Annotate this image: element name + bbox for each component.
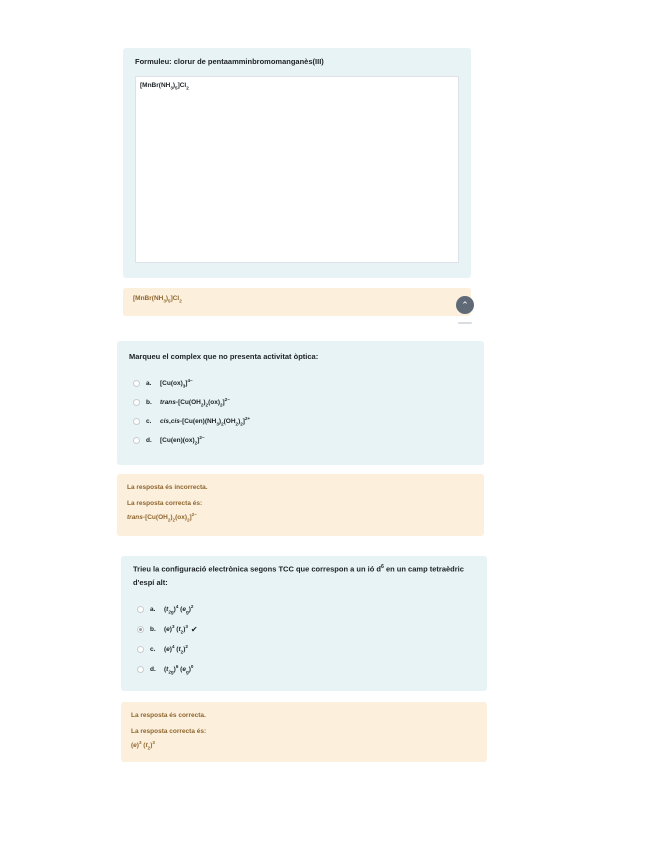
answer-option-1[interactable] (133, 378, 193, 388)
question-1-feedback-text: $[MnBr(NH_3)_5]Cl_2$ (133, 295, 182, 304)
radio-button[interactable] (137, 646, 144, 653)
option-letter: b. (146, 398, 152, 406)
answer-option-2[interactable] (137, 624, 198, 634)
feedback-status: La resposta és correcta. (131, 712, 206, 719)
option-text: trans-$[Cu(OH_2)_2(ox)_2]^{2-}$ (160, 396, 230, 408)
question-1-card (123, 48, 471, 278)
question-3-feedback (121, 702, 487, 762)
answer-text: $[MnBr(NH_3)_5]Cl_2$ (140, 82, 189, 91)
question-3-card (121, 556, 487, 691)
chevron-up-icon: ⌃ (461, 300, 469, 310)
answer-option-2[interactable] (133, 397, 230, 407)
question-3-prompt: Trieu la configuració electrònica segons TCC que correspon a un ió $d^6$ en un camp tetraèdric d'espí alt: (133, 564, 464, 587)
option-letter: d. (150, 665, 156, 673)
option-letter: c. (150, 645, 156, 653)
radio-button[interactable] (133, 380, 140, 387)
question-2-card (117, 341, 484, 465)
question-2-prompt: Marqueu el complex que no presenta activitat òptica: (129, 352, 319, 361)
question-2-feedback (117, 474, 484, 536)
question-1-prompt: Formuleu: clorur de pentaamminbromomanganès(III) (135, 57, 324, 66)
option-letter: a. (146, 379, 152, 387)
radio-button[interactable] (137, 626, 144, 633)
divider (458, 322, 472, 324)
answer-option-3[interactable] (133, 416, 250, 426)
option-letter: c. (146, 417, 152, 425)
option-text: $(t_{2g})^4$ $(e_g)^2$ (164, 603, 194, 615)
radio-button[interactable] (133, 399, 140, 406)
answer-option-4[interactable] (133, 435, 205, 445)
checkmark-icon: ✔ (190, 624, 198, 634)
option-text: $(e)^4$ $(t_2)^2$ (164, 643, 188, 655)
feedback-correct-answer: trans-$[Cu(OH_2)_2(ox)_2]^{2-}$ (127, 512, 197, 523)
answer-option-3[interactable] (137, 644, 188, 654)
collapse-toggle-button[interactable] (456, 296, 474, 314)
answer-option-1[interactable] (137, 604, 193, 614)
option-letter: b. (150, 625, 156, 633)
option-text: $cis,cis-[Cu(en)(NH_3)_2(OH_2)_2]^{2+}$ (160, 415, 251, 427)
option-text: $[Cu(ox)_3]^{4-}$ (160, 377, 193, 389)
radio-button[interactable] (137, 666, 144, 673)
option-letter: d. (146, 436, 152, 444)
radio-button[interactable] (133, 437, 140, 444)
radio-button[interactable] (133, 418, 140, 425)
answer-textarea[interactable] (135, 76, 459, 263)
answer-option-4[interactable] (137, 664, 193, 674)
option-text: $(e)^3$ $(t_2)^3$ (164, 623, 188, 635)
option-text: $[Cu(en)(ox)_2]^{2-}$ (160, 434, 205, 446)
option-text: $(t_{2g})^6$ $(e_g)^0$ (164, 663, 194, 675)
option-letter: a. (150, 605, 156, 613)
feedback-label: La resposta correcta és: (131, 728, 207, 735)
question-1-feedback (123, 288, 471, 316)
feedback-label: La resposta correcta és: (127, 500, 203, 507)
feedback-status: La resposta és incorrecta. (127, 484, 208, 491)
radio-button[interactable] (137, 606, 144, 613)
feedback-correct-answer: $(e)^3$ $(t_2)^3$ (131, 740, 155, 751)
